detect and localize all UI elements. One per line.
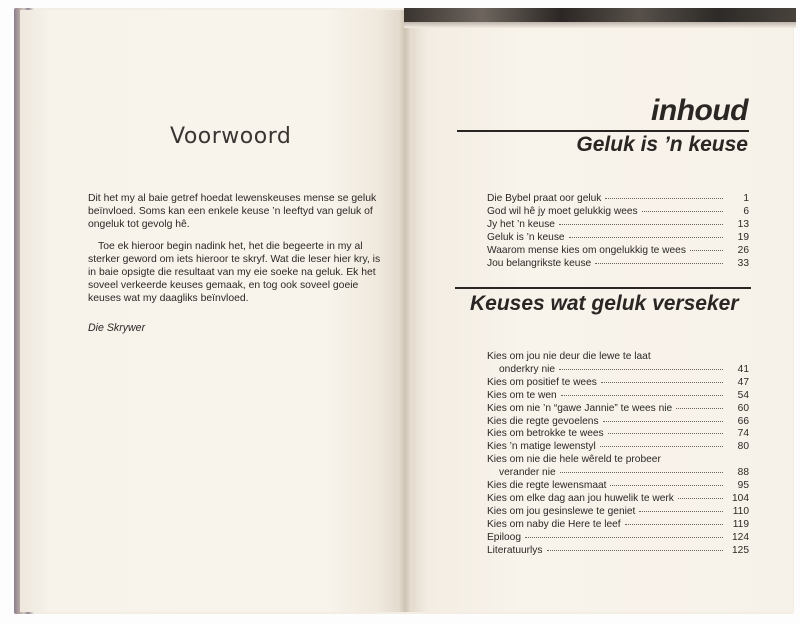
dot-leader: [560, 472, 723, 473]
toc-entry-title: God wil hê jy moet gelukkig wees: [487, 205, 638, 217]
toc-entry: [487, 193, 749, 206]
toc-entry-page: 80: [737, 441, 749, 453]
dot-leader: [678, 498, 723, 499]
toc-entry-page: 1: [743, 193, 749, 204]
toc-entry: [487, 416, 749, 429]
toc-entry-page: 19: [737, 231, 749, 243]
toc-entry-title: Kies om elke dag aan jou huwelik te werk: [487, 492, 674, 504]
toc-entry: [487, 232, 749, 245]
toc-entry-title: Kies ’n matige lewenstyl: [487, 441, 596, 453]
toc-entry-title: Kies om te wen: [487, 389, 557, 401]
dot-leader: [601, 382, 723, 383]
dot-leader: [639, 511, 723, 512]
toc-entry-title-line1: Kies om jou nie deur die lewe te laat: [487, 351, 651, 362]
dot-leader: [569, 237, 723, 238]
toc-entry-title: Geluk is ’n keuse: [487, 231, 565, 243]
toc-entry-page: 74: [737, 428, 749, 440]
dot-leader: [559, 369, 723, 370]
dot-leader: [600, 446, 723, 447]
toc-entry-page: 47: [737, 376, 749, 388]
toc-entry-page: 66: [737, 415, 749, 427]
toc-entry: [487, 245, 749, 258]
book-spine: [398, 10, 412, 612]
top-edge-highlight: [404, 22, 796, 28]
foreword-paragraph-1: Dit het my al baie getref hoedat lewenskeuses mense se geluk beïnvloed. Soms kan een enkele keuse ’n leeftyd van geluk of ongeluk tot gevolg hê.: [88, 193, 377, 230]
toc-entry: [487, 219, 749, 232]
toc-entry-page: 124: [732, 531, 749, 543]
toc-entry: [487, 390, 749, 403]
dot-leader: [595, 263, 723, 264]
dot-leader: [605, 198, 723, 199]
toc-entry-page: 104: [732, 492, 749, 504]
dot-leader: [559, 224, 723, 225]
toc-entry-page: 54: [737, 389, 749, 401]
toc-entry: [487, 532, 749, 545]
toc-entry-title: Literatuurlys: [487, 544, 543, 556]
toc-entry-title: Jou belangrikste keuse: [487, 257, 592, 269]
left-page: [20, 10, 402, 612]
toc-entry-page: 41: [737, 363, 749, 375]
toc-entry-page: 60: [737, 402, 749, 414]
toc-entry-title: Kies om positief te wees: [487, 376, 597, 388]
toc-entry-title: Kies om naby die Here te leef: [487, 518, 621, 530]
toc-entry-title: Kies die regte gevoelens: [487, 415, 599, 427]
toc-entry-page: 95: [737, 480, 749, 492]
toc-entry-title: onderkry nie: [499, 363, 556, 375]
toc-entry-title: Jy het ’n keuse: [487, 218, 555, 230]
toc-entry-page: 26: [737, 244, 749, 256]
toc-entry-title: Waarom mense kies om ongelukkig te wees: [487, 244, 686, 256]
dot-leader: [625, 524, 723, 525]
toc-entry: [487, 545, 749, 558]
toc-entry-title: Epiloog: [487, 531, 521, 543]
toc-entry: [487, 403, 749, 416]
dot-leader: [642, 211, 723, 212]
toc-entry-title: Die Bybel praat oor geluk: [487, 193, 602, 204]
dot-leader: [525, 537, 723, 538]
dot-leader: [561, 395, 723, 396]
toc-entry: [487, 480, 749, 493]
toc-entry: [487, 454, 749, 480]
dot-leader: [547, 550, 724, 551]
toc-entry-title-line1: Kies om nie die hele wêreld te probeer: [487, 454, 661, 466]
toc-entry-page: 6: [743, 205, 749, 217]
toc-entry-page: 88: [737, 467, 749, 479]
dot-leader: [690, 250, 723, 251]
toc-entry: [487, 441, 749, 454]
toc-section-1: [487, 193, 749, 270]
toc-entry: [487, 206, 749, 219]
heading-rule-1: [457, 130, 749, 132]
dot-leader: [676, 408, 723, 409]
toc-entry-title: Kies om nie ’n “gawe Jannie” te wees nie: [487, 402, 673, 414]
heading-rule-2: [455, 287, 751, 289]
toc-entry-page: 33: [737, 257, 749, 269]
dot-leader: [603, 421, 723, 422]
toc-entry-page: 110: [732, 505, 749, 517]
toc-entry-page: 119: [732, 518, 749, 530]
toc-entry: [487, 351, 749, 377]
toc-entry-title: Kies om betrokke te wees: [487, 428, 604, 440]
foreword-paragraph-2: Toe ek hieroor begin nadink het, het die begeerte in my al sterker geword om iets hieroor te skryf. Wat die leser hier kry, is in baie opsigte die resultaat van my eie soeke na geluk. Ek het soveel verkeerde keuses gemaak, en tog ook soveel goeie keuses wat my daagliks beïnvloed.: [88, 241, 381, 304]
toc-entry: [487, 377, 749, 390]
toc-entry-title: verander nie: [499, 467, 556, 479]
toc-entry: [487, 493, 749, 506]
dot-leader: [610, 485, 723, 486]
toc-entry-page: 13: [737, 218, 749, 230]
section-1-heading: Geluk is ’n keuse: [576, 133, 748, 156]
toc-entry-title: Kies die regte lewensmaat: [487, 480, 607, 492]
voorwoord-title: Voorwoord: [170, 124, 292, 149]
author-signature: Die Skrywer: [88, 322, 146, 334]
toc-entry: [487, 428, 749, 441]
toc-entry: [487, 519, 749, 532]
toc-entry: [487, 258, 749, 271]
toc-section-2: [487, 351, 749, 558]
toc-entry-title: Kies om jou gesinslewe te geniet: [487, 505, 636, 517]
toc-entry: [487, 506, 749, 519]
toc-entry-page: 125: [732, 544, 749, 556]
dot-leader: [608, 433, 723, 434]
contents-title: inhoud: [651, 94, 748, 127]
section-2-heading: Keuses wat geluk verseker: [470, 292, 739, 315]
